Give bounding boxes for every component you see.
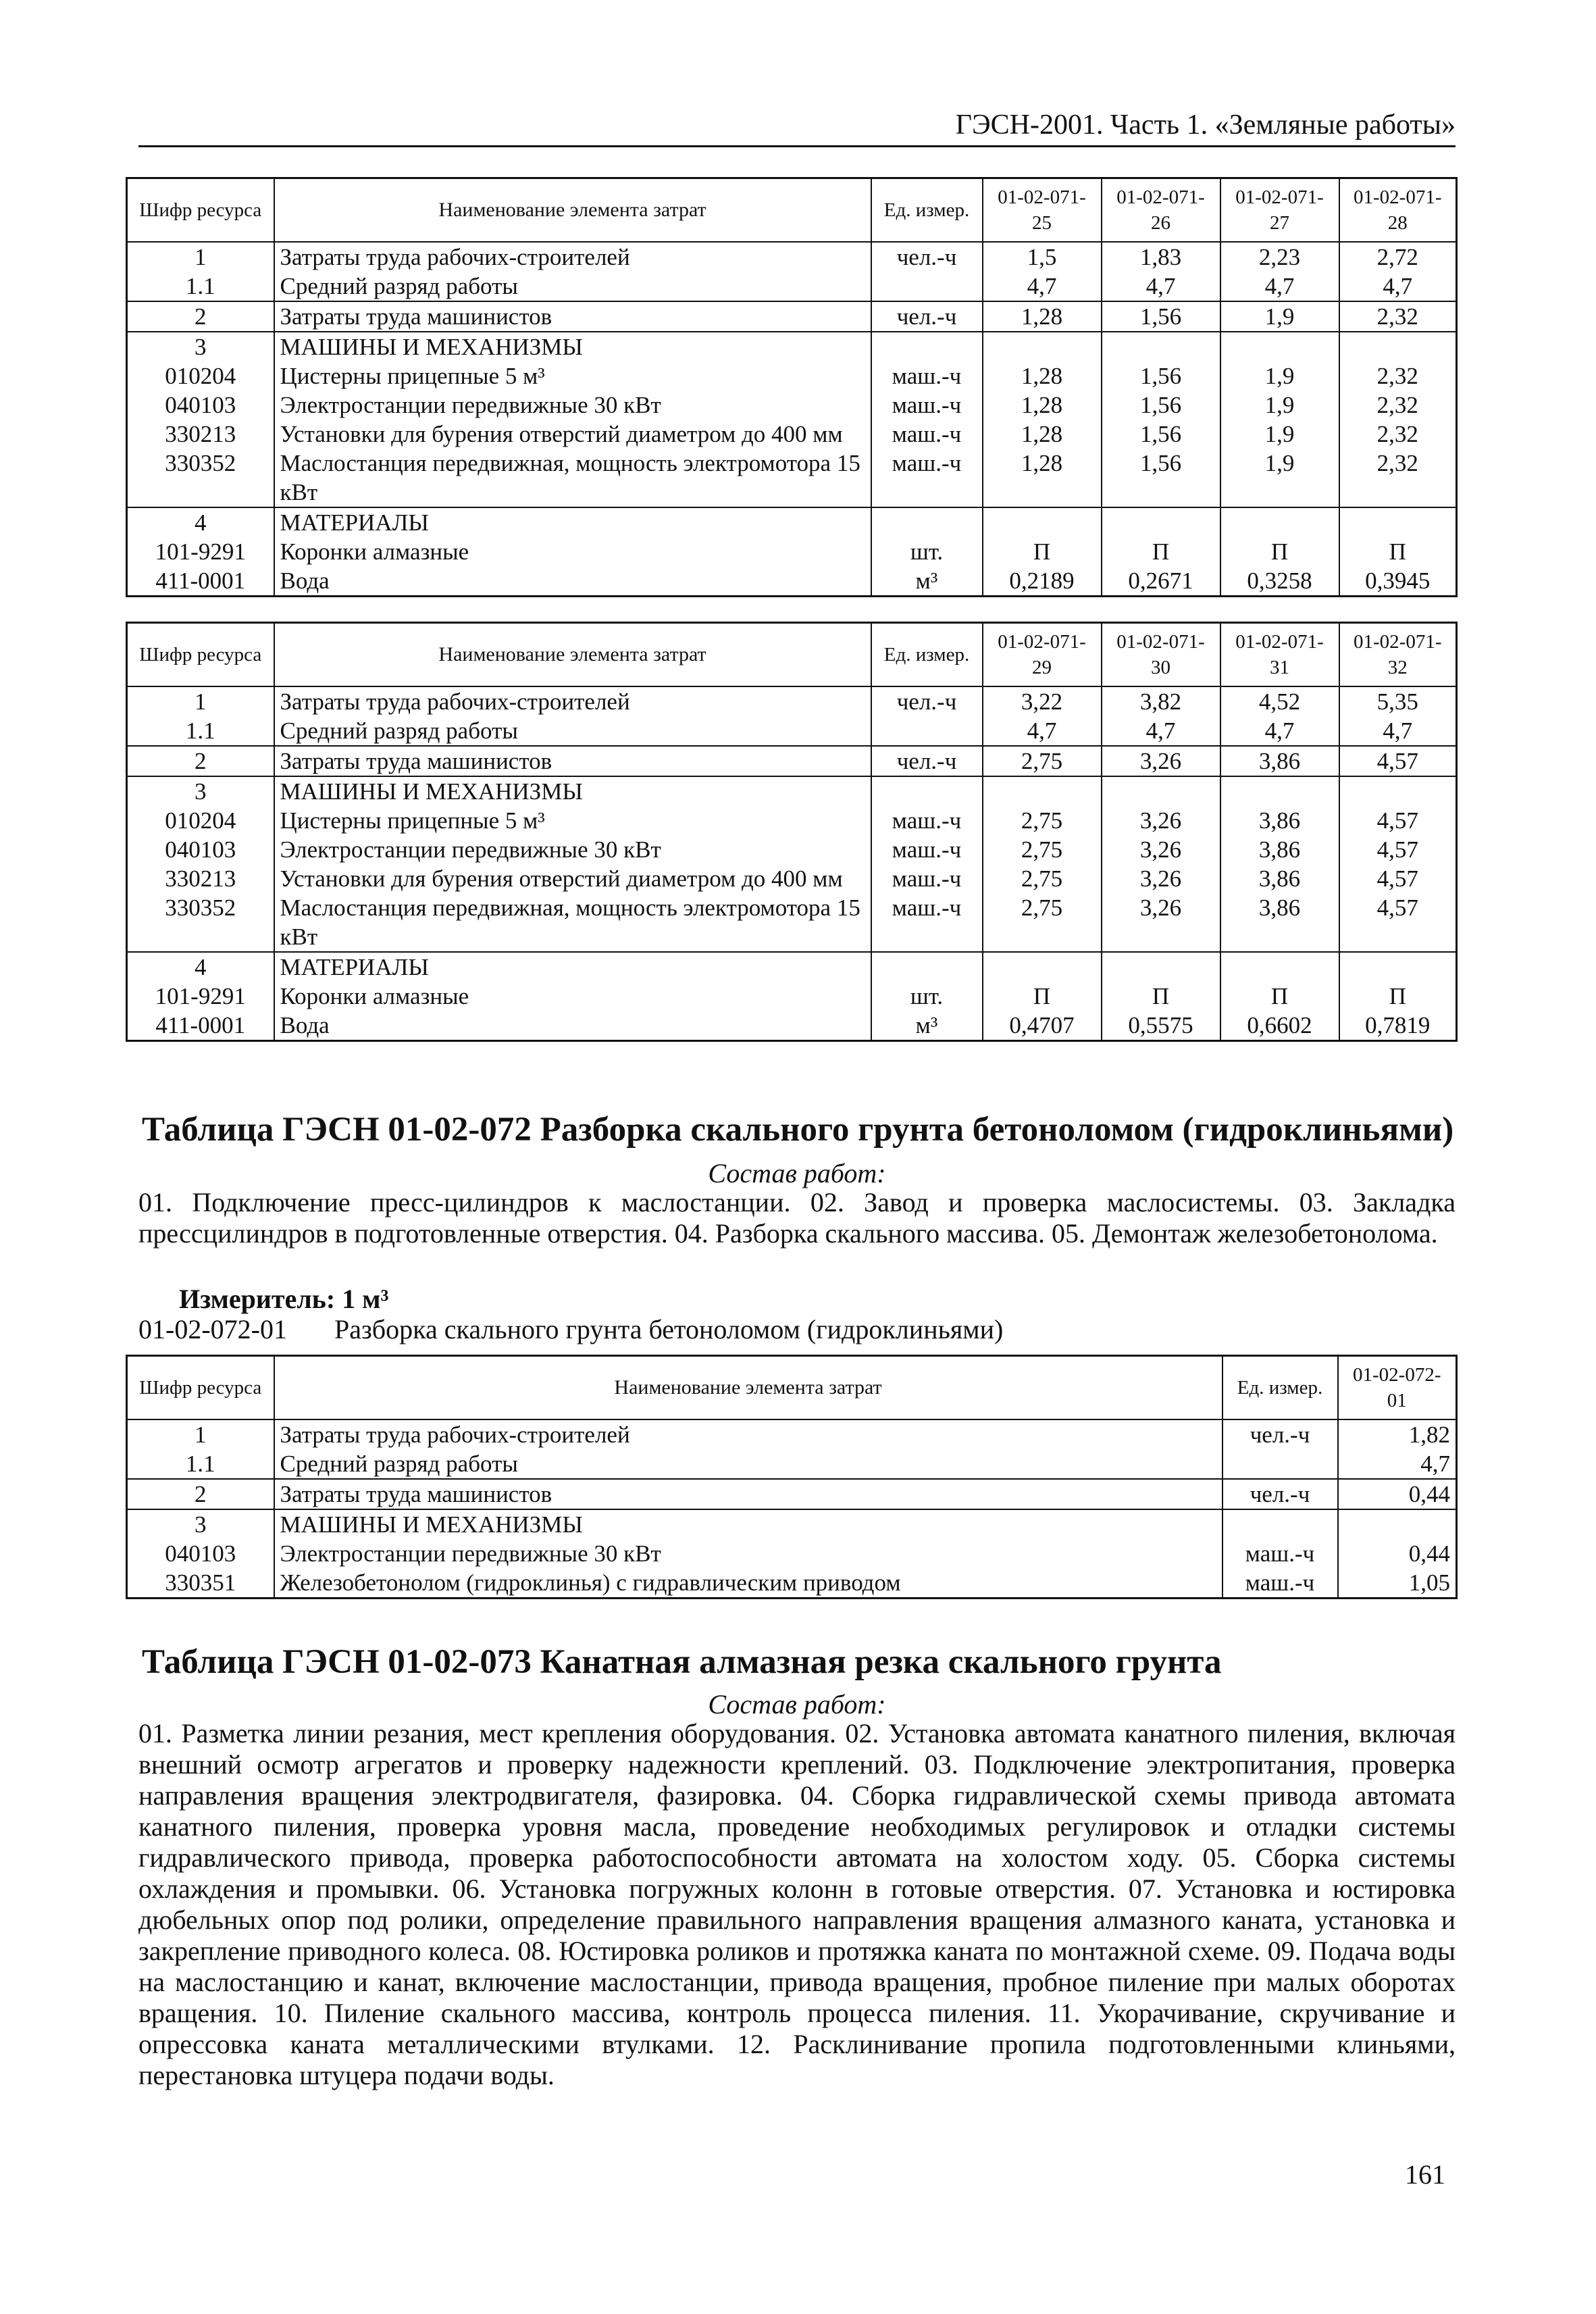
- row-value: [1339, 332, 1457, 361]
- table-row: [127, 952, 1457, 982]
- row-name: Затраты труда машинистов: [274, 301, 871, 332]
- row-value: 3,26: [1102, 864, 1220, 893]
- row-value: [983, 952, 1102, 982]
- table-row: [127, 746, 1457, 776]
- row-name: Затраты труда машинистов: [274, 746, 871, 776]
- row-name: Средний разряд работы: [274, 1449, 1222, 1479]
- row-value: 3,86: [1220, 806, 1339, 835]
- row-value: 1,56: [1102, 301, 1220, 332]
- row-unit: [871, 952, 983, 982]
- row-value: 4,7: [983, 272, 1102, 301]
- row-value: 0,5575: [1102, 1011, 1220, 1041]
- row-name: Средний разряд работы: [274, 716, 871, 746]
- row-value: 1,9: [1220, 361, 1339, 391]
- row-value: 3,26: [1102, 893, 1220, 952]
- row-name: Установки для бурения отверстий диаметром до 400 мм: [274, 864, 871, 893]
- row-name: Электростанции передвижные 30 кВт: [274, 835, 871, 864]
- row-unit: маш.-ч: [871, 864, 983, 893]
- table-row: [127, 449, 1457, 507]
- row-name: Затраты труда рабочих-строителей: [274, 686, 871, 716]
- section-072-measure: Измеритель: 1 м³: [179, 1284, 389, 1314]
- table-row: [127, 982, 1457, 1011]
- row-value: 2,75: [983, 864, 1102, 893]
- row-unit: чел.-ч: [871, 301, 983, 332]
- table-row: [127, 1011, 1457, 1041]
- row-value: 2,72: [1339, 242, 1457, 272]
- header-col: 01-02-071-26: [1102, 178, 1220, 243]
- row-value: [1102, 776, 1220, 806]
- resource-table-072-01: [126, 1355, 1458, 1599]
- row-code: 1.1: [127, 272, 274, 301]
- page-header: ГЭСН-2001. Часть 1. «Земляные работы»: [138, 105, 1456, 147]
- row-unit: маш.-ч: [871, 420, 983, 449]
- row-value: 2,23: [1220, 242, 1339, 272]
- row-name: Коронки алмазные: [274, 537, 871, 566]
- table-header-row: [127, 178, 1457, 243]
- row-code: 010204: [127, 361, 274, 391]
- row-value: 1,28: [983, 420, 1102, 449]
- row-code: 1.1: [127, 1449, 274, 1479]
- row-value: 3,26: [1102, 835, 1220, 864]
- row-value: 1,28: [983, 301, 1102, 332]
- row-code: 330351: [127, 1568, 274, 1599]
- row-unit: чел.-ч: [871, 242, 983, 272]
- row-unit: м³: [871, 566, 983, 597]
- row-unit: маш.-ч: [871, 893, 983, 952]
- row-unit: [871, 507, 983, 537]
- row-value: 1,5: [983, 242, 1102, 272]
- row-value: 4,57: [1339, 746, 1457, 776]
- row-value: 0,44: [1338, 1479, 1457, 1509]
- row-unit: чел.-ч: [1222, 1419, 1338, 1449]
- row-name: Электростанции передвижные 30 кВт: [274, 1539, 1222, 1568]
- row-value: 2,32: [1339, 391, 1457, 420]
- row-value: 1,9: [1220, 420, 1339, 449]
- row-unit: шт.: [871, 537, 983, 566]
- row-value: 1,28: [983, 361, 1102, 391]
- row-name: Цистерны прицепные 5 м³: [274, 361, 871, 391]
- row-unit: чел.-ч: [1222, 1479, 1338, 1509]
- row-value: [983, 776, 1102, 806]
- row-value: 1,56: [1102, 420, 1220, 449]
- table-row: [127, 272, 1457, 301]
- section-073-title: Таблица ГЭСН 01-02-073 Канатная алмазная резка скального грунта: [142, 1643, 1222, 1681]
- row-value: 4,7: [1339, 272, 1457, 301]
- row-unit: м³: [871, 1011, 983, 1041]
- row-value: П: [1102, 982, 1220, 1011]
- row-value: П: [1220, 537, 1339, 566]
- header-code: Шифр ресурса: [127, 623, 274, 687]
- row-value: [1220, 952, 1339, 982]
- header-col: 01-02-071-30: [1102, 623, 1220, 687]
- row-code: 1: [127, 1419, 274, 1449]
- header-name: Наименование элемента затрат: [274, 1356, 1222, 1420]
- table-row: [127, 1479, 1457, 1509]
- row-value: 1,83: [1102, 242, 1220, 272]
- table-row: [127, 361, 1457, 391]
- row-unit: маш.-ч: [871, 835, 983, 864]
- row-name: МАШИНЫ И МЕХАНИЗМЫ: [274, 332, 871, 361]
- row-unit: маш.-ч: [1222, 1539, 1338, 1568]
- row-unit: [871, 272, 983, 301]
- table-row: [127, 1509, 1457, 1539]
- row-code: 330352: [127, 893, 274, 952]
- row-value: [983, 332, 1102, 361]
- row-code: 1: [127, 242, 274, 272]
- row-value: 1,9: [1220, 301, 1339, 332]
- row-code: 1.1: [127, 716, 274, 746]
- row-value: 4,7: [1220, 716, 1339, 746]
- row-value: 3,26: [1102, 806, 1220, 835]
- row-value: 4,7: [1102, 716, 1220, 746]
- row-unit: [1222, 1449, 1338, 1479]
- header-col: 01-02-071-25: [983, 178, 1102, 243]
- row-value: 3,86: [1220, 746, 1339, 776]
- header-code: Шифр ресурса: [127, 1356, 274, 1420]
- row-value: 1,05: [1338, 1568, 1457, 1599]
- row-value: 2,75: [983, 893, 1102, 952]
- resource-table-071-25: [126, 177, 1458, 597]
- table-row: [127, 716, 1457, 746]
- table-row: [127, 242, 1457, 272]
- table-row: [127, 835, 1457, 864]
- row-value: [1220, 507, 1339, 537]
- header-col: 01-02-071-28: [1339, 178, 1457, 243]
- table-row: [127, 686, 1457, 716]
- row-code: 2: [127, 746, 274, 776]
- row-value: 0,2189: [983, 566, 1102, 597]
- header-unit: Ед. измер.: [1222, 1356, 1338, 1420]
- row-code: 330213: [127, 420, 274, 449]
- row-value: П: [1102, 537, 1220, 566]
- row-value: 0,6602: [1220, 1011, 1339, 1041]
- row-value: П: [1339, 537, 1457, 566]
- row-value: 4,7: [1220, 272, 1339, 301]
- table-row: [127, 507, 1457, 537]
- row-name: Цистерны прицепные 5 м³: [274, 806, 871, 835]
- row-name: Затраты труда рабочих-строителей: [274, 242, 871, 272]
- row-unit: маш.-ч: [1222, 1568, 1338, 1599]
- row-value: 2,32: [1339, 449, 1457, 507]
- row-code: 2: [127, 301, 274, 332]
- row-value: 4,7: [1102, 272, 1220, 301]
- table-row: [127, 301, 1457, 332]
- header-name: Наименование элемента затрат: [274, 623, 871, 687]
- row-name: Маслостанция передвижная, мощность электромотора 15 кВт: [274, 893, 871, 952]
- row-unit: маш.-ч: [871, 449, 983, 507]
- row-name: Средний разряд работы: [274, 272, 871, 301]
- row-name: Маслостанция передвижная, мощность электромотора 15 кВт: [274, 449, 871, 507]
- table-row: [127, 864, 1457, 893]
- header-col: 01-02-071-31: [1220, 623, 1339, 687]
- row-value: 4,7: [1339, 716, 1457, 746]
- row-code: 101-9291: [127, 537, 274, 566]
- row-code: 2: [127, 1479, 274, 1509]
- row-value: 2,32: [1339, 361, 1457, 391]
- section-072-title: Таблица ГЭСН 01-02-072 Разборка скального грунта бетоноломом (гидроклиньями): [142, 1111, 1454, 1149]
- row-value: 4,57: [1339, 835, 1457, 864]
- header-col: 01-02-071-27: [1220, 178, 1339, 243]
- row-value: 1,56: [1102, 361, 1220, 391]
- row-value: 4,57: [1339, 806, 1457, 835]
- header-col: 01-02-071-29: [983, 623, 1102, 687]
- row-value: [1220, 776, 1339, 806]
- row-code: 3: [127, 776, 274, 806]
- row-name: МАШИНЫ И МЕХАНИЗМЫ: [274, 1509, 1222, 1539]
- row-code: 330352: [127, 449, 274, 507]
- row-value: П: [983, 537, 1102, 566]
- table-row: [127, 1539, 1457, 1568]
- row-unit: [871, 776, 983, 806]
- row-unit: [871, 332, 983, 361]
- table-header-row: [127, 623, 1457, 687]
- table-row: [127, 1419, 1457, 1449]
- row-value: [1339, 507, 1457, 537]
- row-value: 4,57: [1339, 864, 1457, 893]
- header-col: 01-02-071-32: [1339, 623, 1457, 687]
- row-value: 3,22: [983, 686, 1102, 716]
- row-value: 3,86: [1220, 893, 1339, 952]
- row-value: 2,32: [1339, 420, 1457, 449]
- row-unit: [1222, 1509, 1338, 1539]
- section-072-subcode: 01-02-072-01: [138, 1314, 287, 1344]
- row-unit: маш.-ч: [871, 391, 983, 420]
- row-value: [1339, 952, 1457, 982]
- row-value: [983, 507, 1102, 537]
- header-col: 01-02-072-01: [1338, 1356, 1457, 1420]
- resource-table-071-29: [126, 622, 1458, 1042]
- row-code: 411-0001: [127, 566, 274, 597]
- row-name: Коронки алмазные: [274, 982, 871, 1011]
- row-code: 3: [127, 1509, 274, 1539]
- row-value: [1102, 952, 1220, 982]
- row-unit: чел.-ч: [871, 746, 983, 776]
- row-value: 0,44: [1338, 1539, 1457, 1568]
- table-row: [127, 1449, 1457, 1479]
- row-value: 2,75: [983, 746, 1102, 776]
- row-value: 3,26: [1102, 746, 1220, 776]
- row-name: Электростанции передвижные 30 кВт: [274, 391, 871, 420]
- row-code: 010204: [127, 806, 274, 835]
- table-row: [127, 776, 1457, 806]
- row-code: 4: [127, 952, 274, 982]
- section-073-works-text: 01. Разметка линии резания, мест крепления оборудования. 02. Установка автомата канатного пиления, включая внешний осмотр агрегатов и проверку надежности креплений. 03. Подключение электропитания, проверка направления вращения электродвигателя, фазировка. 04. Сборка гидравлической схемы привода автомата канатного пиления, проверка уровня масла, проведение необходимых регулировок и отладки системы гидравлического привода, проверка работоспособности автомата на холостом ходу. 05. Сборка системы охлаждения и промывки. 06. Установка погружных колонн в готовые отверстия. 07. Установка и юстировка дюбельных опор под ролики, определение правильного направления вращения алмазного каната, установка и закрепление приводного колеса. 08. Юстировка роликов и протяжка каната по монтажной схеме. 09. Подача воды на маслостанцию и канат, включение маслостанции, привода вращения, пробное пиление при малых оборотах вращения. 10. Пиление скального массива, контроль процесса пиления. 11. Укорачивание, скручивание и опрессовка каната металлическими втулками. 12. Расклинивание пропила подготовленными клиньями, перестановка штуцера подачи воды.: [138, 1718, 1456, 2090]
- row-name: Железобетонолом (гидроклинья) с гидравлическим приводом: [274, 1568, 1222, 1599]
- section-072-works-label: Состав работ:: [708, 1158, 886, 1188]
- row-code: 040103: [127, 391, 274, 420]
- row-value: [1102, 507, 1220, 537]
- row-name: МАТЕРИАЛЫ: [274, 952, 871, 982]
- row-value: 0,3258: [1220, 566, 1339, 597]
- row-value: 0,7819: [1339, 1011, 1457, 1041]
- row-value: 4,57: [1339, 893, 1457, 952]
- row-unit: маш.-ч: [871, 806, 983, 835]
- row-value: П: [1339, 982, 1457, 1011]
- header-code: Шифр ресурса: [127, 178, 274, 243]
- row-name: МАШИНЫ И МЕХАНИЗМЫ: [274, 776, 871, 806]
- row-value: 0,4707: [983, 1011, 1102, 1041]
- table-row: [127, 1568, 1457, 1599]
- section-072-subtitle-text: Разборка скального грунта бетоноломом (гидроклиньями): [334, 1314, 1004, 1344]
- row-name: Вода: [274, 1011, 871, 1041]
- row-name: Затраты труда машинистов: [274, 1479, 1222, 1509]
- row-value: 1,56: [1102, 391, 1220, 420]
- row-unit: шт.: [871, 982, 983, 1011]
- row-value: 3,82: [1102, 686, 1220, 716]
- header-name: Наименование элемента затрат: [274, 178, 871, 243]
- row-value: 2,75: [983, 835, 1102, 864]
- table-row: [127, 566, 1457, 597]
- row-value: П: [1220, 982, 1339, 1011]
- table-row: [127, 806, 1457, 835]
- row-value: 3,86: [1220, 864, 1339, 893]
- row-value: 0,2671: [1102, 566, 1220, 597]
- header-unit: Ед. измер.: [871, 178, 983, 243]
- row-code: 3: [127, 332, 274, 361]
- row-value: 1,28: [983, 391, 1102, 420]
- row-unit: [871, 716, 983, 746]
- row-value: 1,56: [1102, 449, 1220, 507]
- row-code: 4: [127, 507, 274, 537]
- table-row: [127, 420, 1457, 449]
- section-072-subtitle: [138, 1313, 1003, 1347]
- row-name: Затраты труда рабочих-строителей: [274, 1419, 1222, 1449]
- table-row: [127, 332, 1457, 361]
- row-value: 4,7: [1338, 1449, 1457, 1479]
- table-row: [127, 391, 1457, 420]
- row-value: 2,75: [983, 806, 1102, 835]
- row-value: 1,28: [983, 449, 1102, 507]
- row-value: [1220, 332, 1339, 361]
- table-row: [127, 893, 1457, 952]
- row-value: [1102, 332, 1220, 361]
- section-072-works-text: 01. Подключение пресс-цилиндров к маслостанции. 02. Завод и проверка маслосистемы. 03. Закладка прессцилиндров в подготовленные отверстия. 04. Разборка скального массива. 05. Демонтаж железобетонолома.: [138, 1187, 1456, 1249]
- table-row: [127, 537, 1457, 566]
- row-code: 330213: [127, 864, 274, 893]
- row-code: 040103: [127, 835, 274, 864]
- row-name: МАТЕРИАЛЫ: [274, 507, 871, 537]
- section-073-works-label: Состав работ:: [708, 1689, 886, 1719]
- row-unit: маш.-ч: [871, 361, 983, 391]
- row-value: 0,3945: [1339, 566, 1457, 597]
- row-value: [1339, 776, 1457, 806]
- row-value: [1338, 1509, 1457, 1539]
- row-value: 2,32: [1339, 301, 1457, 332]
- row-value: 5,35: [1339, 686, 1457, 716]
- row-name: Установки для бурения отверстий диаметром до 400 мм: [274, 420, 871, 449]
- row-value: 4,7: [983, 716, 1102, 746]
- row-value: 3,86: [1220, 835, 1339, 864]
- page-number: 161: [1405, 2159, 1445, 2190]
- row-value: 1,9: [1220, 391, 1339, 420]
- row-value: 4,52: [1220, 686, 1339, 716]
- row-unit: чел.-ч: [871, 686, 983, 716]
- row-name: Вода: [274, 566, 871, 597]
- row-value: 1,9: [1220, 449, 1339, 507]
- row-code: 101-9291: [127, 982, 274, 1011]
- table-header-row: [127, 1356, 1457, 1420]
- row-code: 411-0001: [127, 1011, 274, 1041]
- row-code: 1: [127, 686, 274, 716]
- row-value: П: [983, 982, 1102, 1011]
- header-unit: Ед. измер.: [871, 623, 983, 687]
- row-value: 1,82: [1338, 1419, 1457, 1449]
- row-code: 040103: [127, 1539, 274, 1568]
